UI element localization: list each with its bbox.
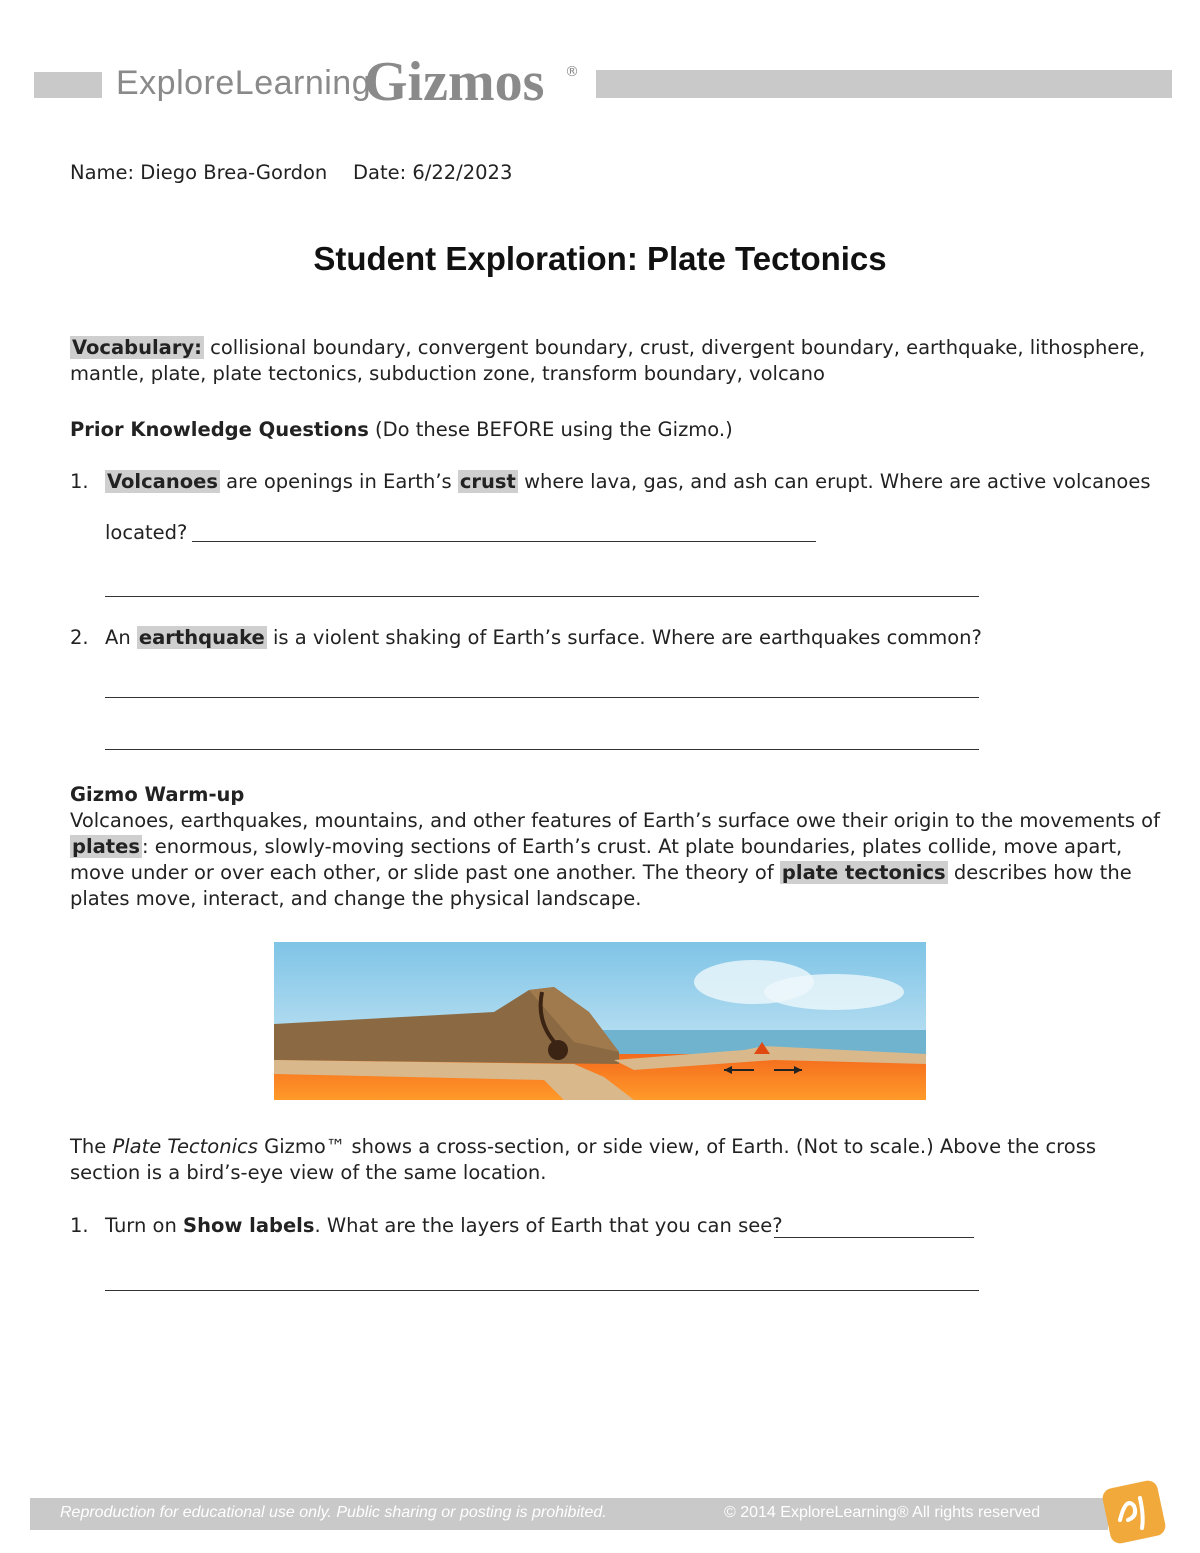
pk-q1-number: 1. <box>70 470 89 493</box>
page-title: Student Exploration: Plate Tectonics <box>313 240 887 277</box>
wu-q1-line <box>105 1213 783 1239</box>
answer-line[interactable] <box>105 596 979 597</box>
warmup-line-3-a: move under or over each other, or slide past one another. The theory of <box>70 861 780 884</box>
term-plate-tectonics: plate tectonics <box>781 861 946 884</box>
term-plates: plates <box>72 835 140 858</box>
page-header <box>0 52 1200 116</box>
wu-q1-text: . What are the layers of Earth that you can see? <box>314 1214 783 1237</box>
warmup-heading: Gizmo Warm-up <box>70 783 245 806</box>
brand-explorelearning: ExploreLearning <box>116 64 372 102</box>
warmup-line-3-b: describes how the <box>947 861 1132 884</box>
answer-line[interactable] <box>105 749 979 750</box>
footer-reproduction-notice: Reproduction for educational use only. Public sharing or posting is prohibited. <box>60 1504 607 1521</box>
desc-a: The <box>70 1135 113 1158</box>
vocabulary-terms-1: collisional boundary, convergent boundary, crust, divergent boundary, earthquake, lithosphere, <box>203 336 1146 359</box>
explorelearning-logo-icon <box>1098 1476 1170 1548</box>
plate-cross-section-illustration <box>274 942 926 1100</box>
brand-registered-mark: ® <box>565 64 579 80</box>
answer-line[interactable] <box>105 1290 979 1291</box>
warmup-line-1: Volcanoes, earthquakes, mountains, and other features of Earth’s surface owe their origin to the movements of <box>70 809 1160 832</box>
prior-knowledge-note: (Do these BEFORE using the Gizmo.) <box>368 418 733 441</box>
warmup-line-4: plates move, interact, and change the physical landscape. <box>70 887 642 910</box>
vocabulary-label: Vocabulary: <box>72 336 202 359</box>
pk-q2-number: 2. <box>70 626 89 649</box>
pk-q1-text-b: where lava, gas, and ash can erupt. Where are active volcanoes <box>517 470 1151 493</box>
gizmo-description-line-2: section is a bird’s-eye view of the same location. <box>70 1161 547 1184</box>
wu-q1-prefix: Turn on <box>105 1214 184 1237</box>
term-show-labels: Show labels <box>183 1214 315 1237</box>
pk-q2-prefix: An <box>105 626 137 649</box>
pk-q2-line <box>105 625 982 651</box>
pk-q2-text: is a violent shaking of Earth’s surface. Where are earthquakes common? <box>266 626 982 649</box>
desc-b: Gizmo™ shows a cross-section, or side view, of Earth. (Not to scale.) Above the cross <box>257 1135 1097 1158</box>
term-crust: crust <box>459 470 516 493</box>
warmup-line-2 <box>70 834 1122 860</box>
pk-q1-text-a: are openings in Earth’s <box>219 470 458 493</box>
header-bar-right <box>596 70 1172 98</box>
footer-copyright: © 2014 ExploreLearning® All rights reserved <box>724 1504 1041 1521</box>
answer-line[interactable] <box>774 1237 974 1238</box>
warmup-line-3 <box>70 860 1132 886</box>
student-name: Name: Diego Brea-Gordon <box>70 161 328 184</box>
brand-gizmos: Gizmos <box>364 51 545 113</box>
prior-knowledge-heading-line <box>70 417 733 443</box>
prior-knowledge-heading: Prior Knowledge Questions <box>70 418 369 441</box>
pk-q1-line-2: located? <box>105 521 188 544</box>
pk-q1-line-1 <box>105 469 1151 495</box>
answer-line[interactable] <box>105 697 979 698</box>
wu-q1-number: 1. <box>70 1214 89 1237</box>
desc-italic: Plate Tectonics <box>112 1135 258 1158</box>
student-date: Date: 6/22/2023 <box>353 161 513 184</box>
vocabulary-line-1 <box>70 335 1145 361</box>
answer-line[interactable] <box>192 541 816 542</box>
page-footer <box>30 1498 1108 1530</box>
magma-chamber <box>548 1040 568 1060</box>
warmup-line-2-rest: : enormous, slowly-moving sections of Earth’s crust. At plate boundaries, plates collide, move apart, <box>141 835 1123 858</box>
term-volcanoes: Volcanoes <box>107 470 218 493</box>
vocabulary-terms-2: mantle, plate, plate tectonics, subduction zone, transform boundary, volcano <box>70 362 825 385</box>
gizmo-description-line-1 <box>70 1134 1096 1160</box>
header-bar-left <box>34 72 102 98</box>
cloud <box>764 974 904 1010</box>
term-earthquake: earthquake <box>138 626 265 649</box>
